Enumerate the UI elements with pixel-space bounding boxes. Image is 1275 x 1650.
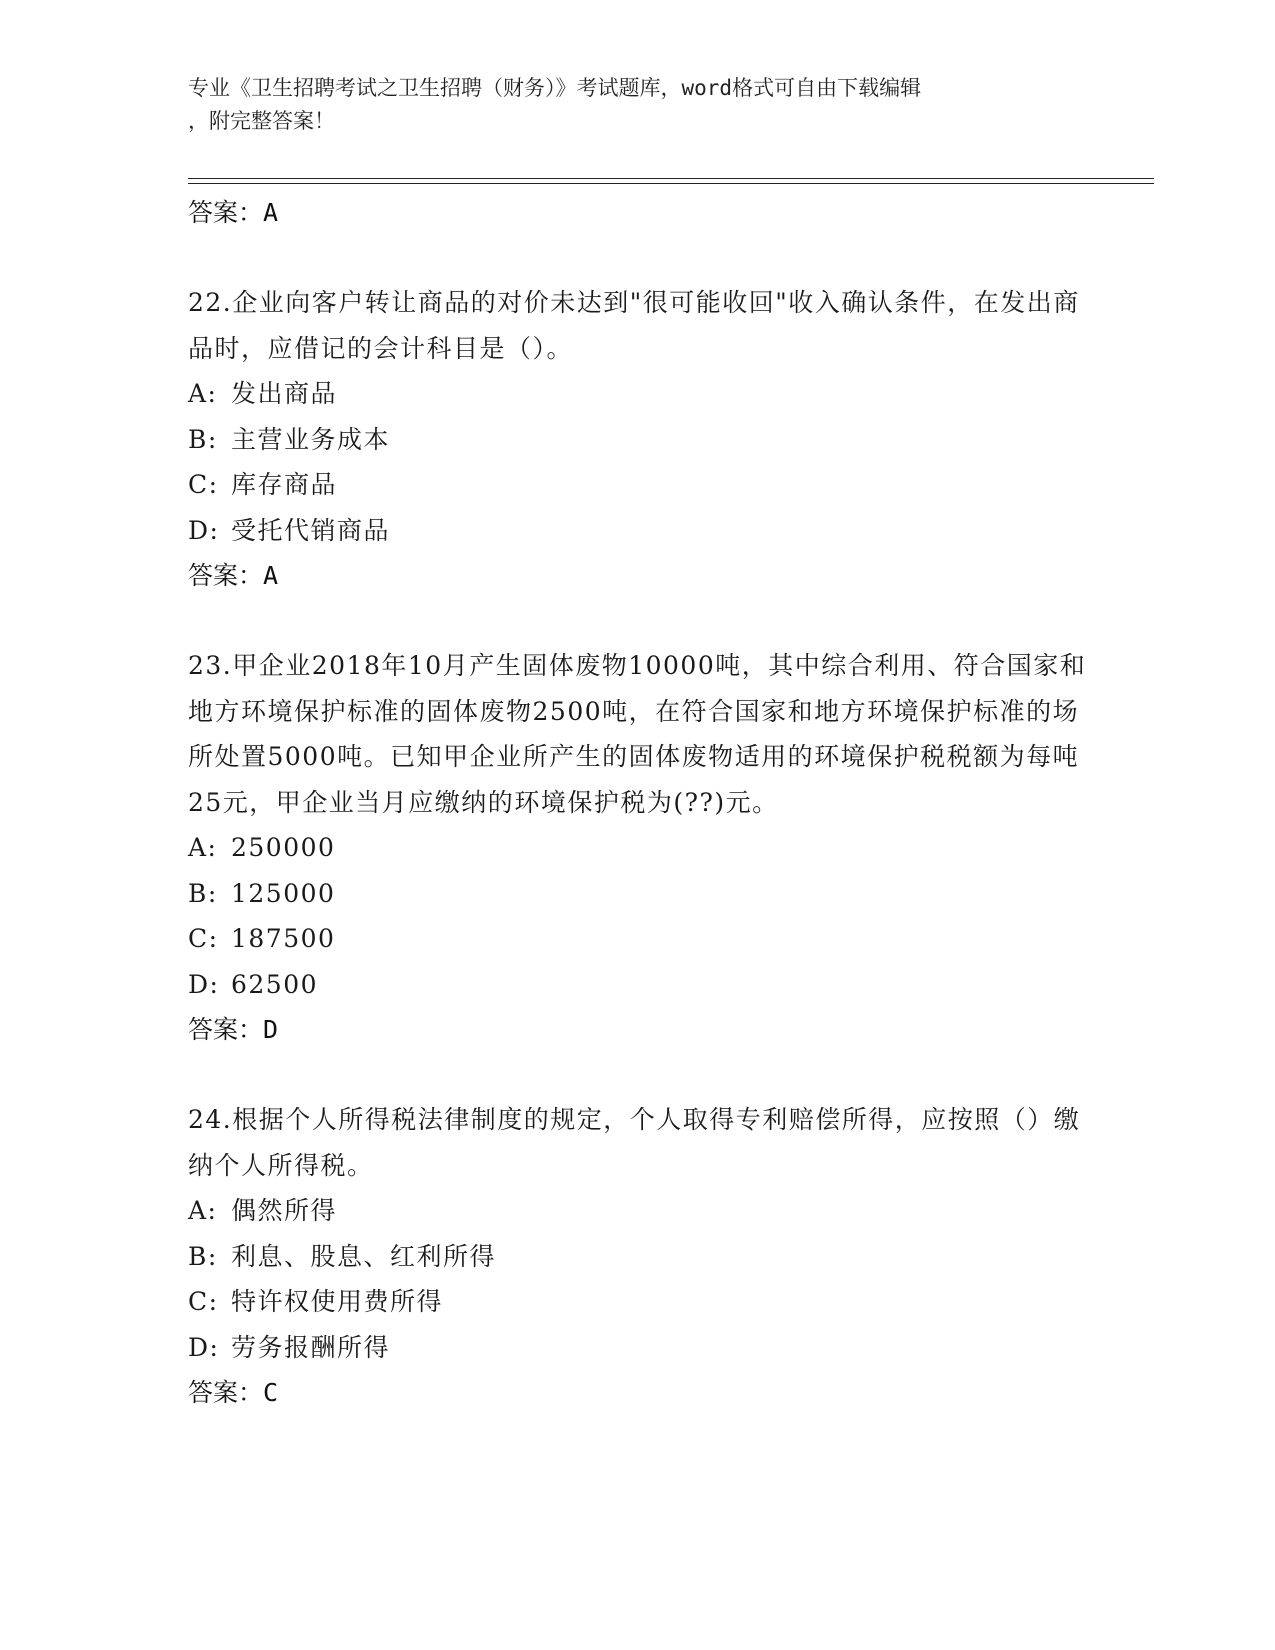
option-b: [188, 1234, 1088, 1280]
document-header: [188, 72, 1088, 138]
option-b: [188, 871, 1088, 917]
option-c: [188, 916, 1088, 962]
option-text: 偶然所得: [231, 1196, 338, 1225]
option-text: 库存商品: [231, 470, 338, 499]
option-label: D:: [188, 515, 220, 545]
option-label: B:: [188, 1241, 218, 1271]
option-text: 主营业务成本: [231, 424, 391, 454]
header-rule-top: [188, 178, 1154, 179]
document-body: [188, 190, 1088, 1415]
option-d: [188, 962, 1088, 1008]
option-text: 250000: [231, 833, 336, 862]
option-label: C:: [188, 1287, 219, 1316]
option-label: D:: [188, 1332, 220, 1362]
option-c: [188, 462, 1088, 508]
question-23: [188, 643, 1088, 1052]
answer-line: 答案：A: [188, 561, 279, 590]
previous-answer: 答案：A: [188, 198, 279, 227]
header-rule-bottom: [188, 183, 1154, 184]
question-stem: 23.甲企业2018年10月产生固体废物10000吨，其中综合利用、符合国家和地方环境保护标准的固体废物2500吨，在符合国家和地方环境保护标准的场所处置5000吨。已知甲企业所产生的固体废物适用的环境保护税税额为每吨25元，甲企业当月应缴纳的环境保护税为(??)元。: [188, 651, 1087, 817]
option-b: [188, 417, 1088, 463]
option-text: 受托代销商品: [231, 515, 391, 545]
option-label: C:: [188, 924, 219, 953]
option-label: B:: [188, 878, 218, 908]
option-a: [188, 825, 1088, 871]
option-text: 125000: [231, 878, 336, 908]
option-text: 62500: [231, 969, 319, 999]
question-22: [188, 280, 1088, 598]
option-label: D:: [188, 969, 220, 999]
option-d: [188, 508, 1088, 554]
question-stem: 22.企业向客户转让商品的对价未达到"很可能收回"收入确认条件，在发出商品时，应借记的会计科目是（）。: [188, 288, 1080, 363]
option-text: 特许权使用费所得: [231, 1287, 444, 1316]
option-a: [188, 1188, 1088, 1234]
option-text: 劳务报酬所得: [231, 1332, 391, 1362]
answer-line: 答案：C: [188, 1378, 279, 1407]
option-c: [188, 1279, 1088, 1325]
answer-line: 答案：D: [188, 1015, 279, 1044]
option-label: C:: [188, 470, 219, 499]
header-line-1: 专业《卫生招聘考试之卫生招聘（财务）》考试题库，word格式可自由下载编辑: [188, 76, 922, 100]
question-24: [188, 1097, 1088, 1415]
option-label: A:: [188, 379, 218, 408]
option-label: B:: [188, 424, 218, 454]
option-text: 利息、股息、红利所得: [231, 1241, 497, 1271]
option-text: 发出商品: [231, 379, 338, 408]
header-line-2: ，附完整答案！: [188, 109, 335, 133]
option-text: 187500: [231, 924, 336, 953]
option-d: [188, 1325, 1088, 1371]
option-label: A:: [188, 833, 218, 862]
question-stem: 24.根据个人所得税法律制度的规定，个人取得专利赔偿所得，应按照（）缴纳个人所得税。: [188, 1105, 1081, 1180]
option-label: A:: [188, 1196, 218, 1225]
option-a: [188, 371, 1088, 417]
